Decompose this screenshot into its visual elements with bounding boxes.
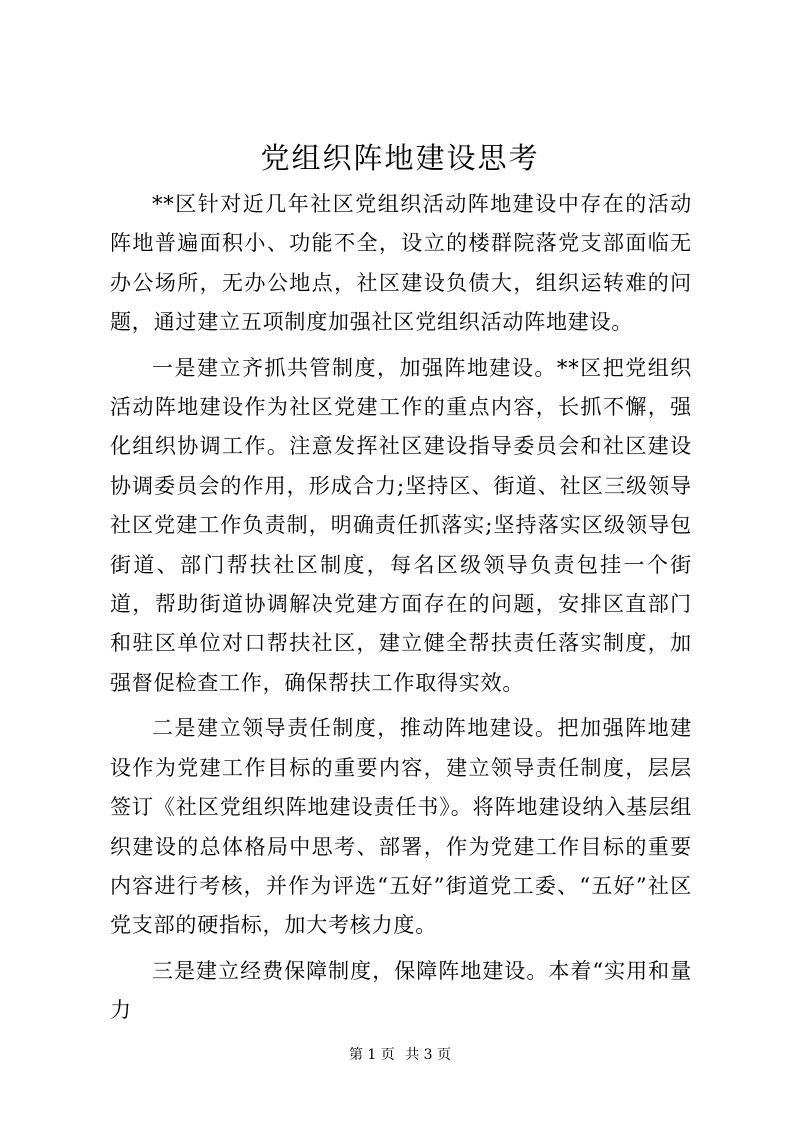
page-number: 第 1 页 (348, 1047, 395, 1063)
page-footer (0, 1045, 800, 1065)
page-total: 共 3 页 (405, 1047, 452, 1063)
document-title: 党组织阵地建设思考 (260, 141, 540, 175)
paragraph-point-three: 三是建立经费保障制度，保障阵地建设。本着“实用和量力 (110, 958, 692, 1023)
paragraph-point-two: 二是建立领导责任制度，推动阵地建设。把加强阵地建设作为党建工作目标的重要内容，建立领导责任制度，层层签订《社区党组织阵地建设责任书》。将阵地建设纳入基层组织建设的总体格局中思考、部署，作为党建工作目标的重要内容进行考核，并作为评选“五好”街道党工委、“五好”社区党支部的硬指标，加大考核力度。 (110, 716, 692, 938)
paragraph-point-one: 一是建立齐抓共管制度，加强阵地建设。**区把党组织活动阵地建设作为社区党建工作的重点内容，长抓不懈，强化组织协调工作。注意发挥社区建设指导委员会和社区建设协调委员会的作用，形成合力;坚持区、街道、社区三级领导社区党建工作负责制，明确责任抓落实;坚持落实区级领导包街道、部门帮扶社区制度，每名区级领导负责包挂一个街道，帮助街道协调解决党建方面存在的问题，安排区直部门和驻区单位对口帮扶社区，建立健全帮扶责任落实制度，加强督促检查工作，确保帮扶工作取得实效。 (110, 355, 692, 695)
document-body (110, 185, 692, 1037)
paragraph-intro: **区针对近几年社区党组织活动阵地建设中存在的活动阵地普遍面积小、功能不全，设立的楼群院落党支部面临无办公场所，无办公地点，社区建设负债大，组织运转难的问题，通过建立五项制度加强社区党组织活动阵地建设。 (110, 192, 692, 335)
